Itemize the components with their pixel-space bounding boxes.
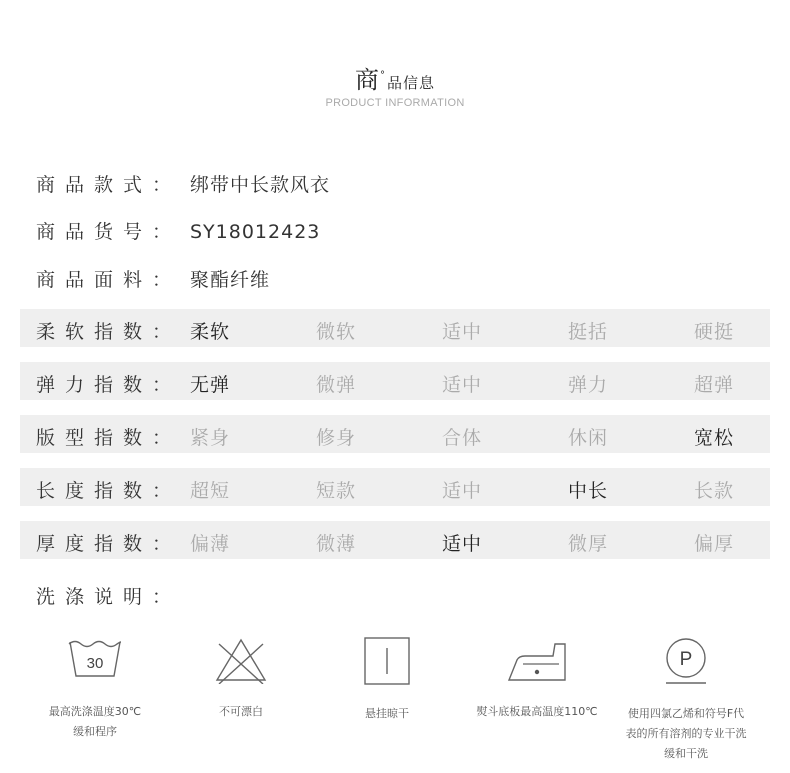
index-option: 弹力 <box>568 374 609 396</box>
care-text-line: 使用四氯乙烯和符号F代 <box>627 707 745 720</box>
index-label: 弹力指数： <box>36 374 182 396</box>
index-label: 版型指数： <box>36 427 182 449</box>
dry-clean-p-icon <box>656 636 716 686</box>
index-option: 适中 <box>442 321 483 343</box>
index-option: 合体 <box>442 427 483 449</box>
info-label: 商品面料： <box>36 269 182 291</box>
care-text-line: 缓和程序 <box>73 725 117 738</box>
section-header <box>0 60 790 109</box>
no-bleach-icon <box>211 636 271 684</box>
index-option: 挺括 <box>568 321 609 343</box>
index-row-softness <box>20 309 770 347</box>
info-row-sku <box>36 217 320 244</box>
section-title <box>0 60 790 95</box>
info-value: SY18012423 <box>190 221 321 243</box>
index-option: 微厚 <box>568 533 609 555</box>
care-text-line: 悬挂晾干 <box>365 707 409 720</box>
index-option: 适中 <box>442 480 483 502</box>
care-text <box>611 704 761 764</box>
title-dot: ° <box>379 70 386 81</box>
wash-30-icon <box>65 636 125 684</box>
title-rest: 品信息 <box>386 74 435 92</box>
index-row-elasticity <box>20 362 770 400</box>
info-label: 商品货号： <box>36 221 182 243</box>
info-row-fabric <box>36 265 270 292</box>
index-option: 微软 <box>316 321 357 343</box>
care-text-line: 不可漂白 <box>219 705 263 718</box>
index-row-thickness <box>20 521 770 559</box>
index-option: 休闲 <box>568 427 609 449</box>
info-row-style <box>36 170 330 197</box>
iron-110-icon <box>507 636 567 684</box>
info-value: 聚酯纤维 <box>190 269 271 291</box>
care-item-iron <box>462 636 612 722</box>
wash-instructions-label: 洗涤说明： <box>36 586 182 608</box>
index-label: 长度指数： <box>36 480 182 502</box>
care-text-line: 熨斗底板最高温度110℃ <box>476 705 598 718</box>
line-dry-icon <box>357 636 417 686</box>
index-option: 适中 <box>442 533 483 555</box>
index-option: 偏厚 <box>694 533 735 555</box>
care-item-dryclean <box>611 636 761 764</box>
index-option: 中长 <box>568 480 609 502</box>
care-text <box>312 704 462 724</box>
index-option: 适中 <box>442 374 483 396</box>
wash-temperature: 30 <box>86 655 104 672</box>
index-option: 超短 <box>190 480 231 502</box>
info-label: 商品款式： <box>36 174 182 196</box>
index-option: 微薄 <box>316 533 357 555</box>
care-text-line: 缓和干洗 <box>664 747 708 760</box>
care-item-wash <box>20 636 170 742</box>
care-text-line: 表的所有溶剂的专业干洗 <box>625 727 747 740</box>
dry-clean-letter: P <box>679 649 693 670</box>
care-item-bleach <box>166 636 316 722</box>
index-label: 厚度指数： <box>36 533 182 555</box>
index-row-fit <box>20 415 770 453</box>
index-option: 柔软 <box>190 321 231 343</box>
index-option: 硬挺 <box>694 321 735 343</box>
section-subtitle: PRODUCT INFORMATION <box>325 97 465 109</box>
title-first-char: 商 <box>354 66 380 94</box>
care-item-dry <box>312 636 462 724</box>
care-text-line: 最高洗涤温度30℃ <box>48 705 142 718</box>
info-value: 绑带中长款风衣 <box>190 174 331 196</box>
index-option: 短款 <box>316 480 357 502</box>
index-option: 无弹 <box>190 374 231 396</box>
care-text <box>462 702 612 722</box>
index-option: 微弹 <box>316 374 357 396</box>
index-option: 宽松 <box>694 427 735 449</box>
index-option: 修身 <box>316 427 357 449</box>
index-row-length <box>20 468 770 506</box>
index-label: 柔软指数： <box>36 321 182 343</box>
care-text <box>20 702 170 742</box>
index-option: 超弹 <box>694 374 735 396</box>
index-option: 紧身 <box>190 427 231 449</box>
index-option: 偏薄 <box>190 533 231 555</box>
care-text <box>166 702 316 722</box>
index-option: 长款 <box>694 480 735 502</box>
